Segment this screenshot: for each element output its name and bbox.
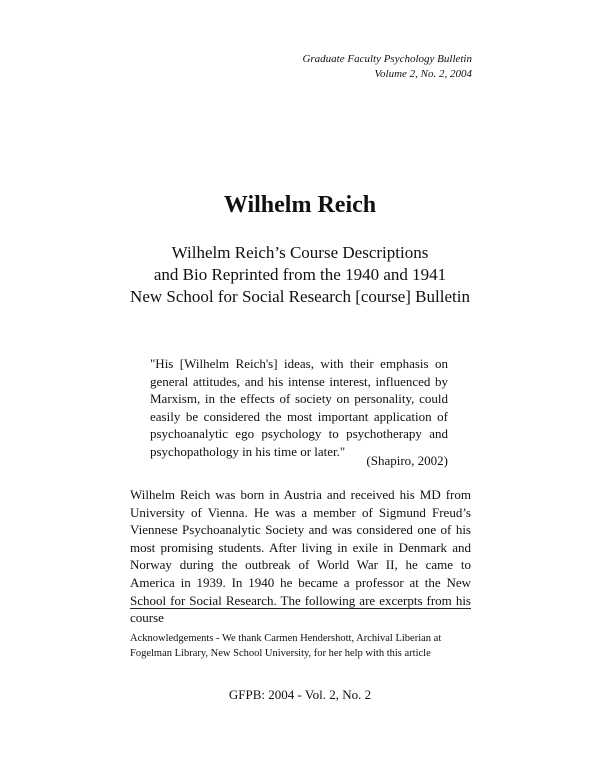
page-footer: GFPB: 2004 - Vol. 2, No. 2	[228, 687, 372, 702]
journal-volume: Volume 2, No. 2, 2004	[374, 68, 472, 80]
journal-name: Graduate Faculty Psychology Bulletin	[302, 53, 472, 65]
footnote-divider	[130, 608, 471, 609]
acknowledgements-note: Acknowledgements - We thank Carmen Hendershott, Archival Liberian at Fogelman Library, New School University, for her help with this article	[130, 633, 442, 659]
subtitle-line-2: and Bio Reprinted from the 1940 and 1941	[153, 265, 447, 284]
running-header	[302, 52, 472, 82]
page-title: Wilhelm Reich	[223, 192, 377, 218]
epigraph-quote: "His [Wilhelm Reich's] ideas, with their emphasis on general attitudes, and his intense interest, influenced by Marxism, in the effects of society on personality, could easily be considered the most important application of psychoanalytic ego psychology to psychotherapy and psychopathology in his time or later."	[150, 356, 448, 459]
bio-paragraph: Wilhelm Reich was born in Austria and received his MD from University of Vienna. He was a member of Sigmund Freud’s Viennese Psychoanalytic Society and was considered one of his most promising students. After living in exile in Denmark and Norway during the outbreak of World War II, he came to America in 1939. In 1940 he became a professor at the New School for Social Research. The following are excerpts from his course	[130, 487, 471, 626]
subtitle-line-3: New School for Social Research [course] Bulletin	[130, 287, 470, 306]
subtitle-line-1: Wilhelm Reich’s Course Descriptions	[171, 243, 429, 262]
subtitle	[0, 242, 600, 308]
quote-citation: (Shapiro, 2002)	[366, 453, 448, 468]
